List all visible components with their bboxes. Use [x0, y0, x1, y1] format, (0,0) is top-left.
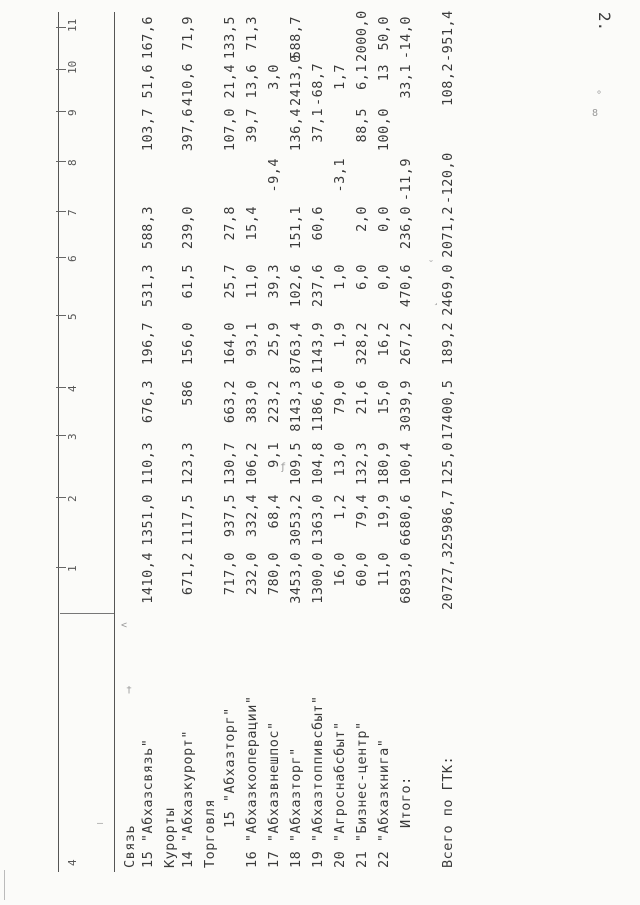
table-cell: 717,0 — [222, 552, 238, 596]
table-row — [376, 12, 398, 872]
table-cell: 100,4 — [398, 442, 414, 486]
table-cell: 104,8 — [310, 442, 326, 486]
table-cell: 397,6 — [180, 108, 196, 152]
table-cell: 410,6 — [180, 62, 196, 106]
table-cell: 267,2 — [398, 322, 414, 366]
pen-mark: † — [126, 685, 133, 696]
table-row — [266, 12, 288, 872]
column-tick — [56, 435, 66, 436]
table-cell: 0,0 — [376, 264, 392, 290]
table-cell: 13,0 — [332, 442, 348, 477]
column-number: 10 — [66, 60, 79, 74]
table-cell: 21,6 — [354, 380, 370, 415]
table-cell: 663,2 — [222, 380, 238, 424]
table-cell: 39,3 — [266, 264, 282, 299]
table-cell: 136,4 — [288, 108, 304, 152]
table-cell: 50,0 — [376, 16, 392, 51]
table-cell: 237,6 — [310, 264, 326, 308]
table-cell: 125,0 — [440, 442, 456, 486]
column-tick — [56, 567, 66, 568]
table-cell: -14,0 — [398, 16, 414, 60]
table-cell: 2413,0 — [288, 54, 304, 106]
table-cell: 1,2 — [332, 494, 348, 520]
table-cell: 15,4 — [244, 206, 260, 241]
table-row — [244, 12, 266, 872]
table-cell: 180,9 — [376, 442, 392, 486]
table-cell: 383,0 — [244, 380, 260, 424]
column-tick — [56, 257, 66, 258]
table-cell: 6893,0 — [398, 552, 414, 604]
table-cell: 60,0 — [354, 552, 370, 587]
table-cell: 39,7 — [244, 108, 260, 143]
column-number: 4 — [66, 385, 79, 392]
table-cell: 1351,0 — [140, 494, 156, 546]
table-cell: 470,6 — [398, 264, 414, 308]
table-cell: 79,0 — [332, 380, 348, 415]
table-cell: 27,8 — [222, 206, 238, 241]
table-row — [398, 12, 420, 872]
table-cell: 132,3 — [354, 442, 370, 486]
table-row — [222, 12, 244, 872]
table-cell: 25986,7 — [440, 489, 456, 550]
page-number: 2. — [594, 11, 614, 32]
table-cell: 6,1 — [354, 64, 370, 90]
table-cell: 156,0 — [180, 322, 196, 366]
table-row — [288, 12, 310, 872]
table-cell: 102,6 — [288, 264, 304, 308]
table-cell: 60,6 — [310, 206, 326, 241]
table-header-rule — [114, 12, 115, 872]
table-cell: 16,2 — [376, 322, 392, 357]
table-cell: 1363,0 — [310, 494, 326, 546]
table-row — [310, 12, 332, 872]
table-row — [332, 12, 354, 872]
row-label: 22 "Абхазкнига" — [376, 738, 392, 868]
table-cell: 1,0 — [332, 264, 348, 290]
column-number: 3 — [66, 433, 79, 440]
row-label: 18 "Абхазторг" — [288, 747, 304, 868]
table-cell: -9,4 — [266, 158, 282, 193]
column-number: 2 — [66, 495, 79, 502]
table-cell: 16,0 — [332, 552, 348, 587]
table-cell: 588,3 — [140, 206, 156, 250]
table-cell: 33,1 — [398, 64, 414, 99]
row-label: 15 "Абхазторг" — [222, 707, 238, 828]
pen-mark: – — [97, 818, 104, 829]
column-number: 1 — [66, 565, 79, 572]
column-tick — [56, 27, 66, 28]
table-cell: -3,1 — [332, 158, 348, 193]
table-cell: 2469,0 — [440, 264, 456, 316]
table-cell: 3453,0 — [288, 552, 304, 604]
row-label: Торговля — [202, 798, 218, 868]
table-row — [440, 12, 462, 872]
table-cell: 93,1 — [244, 322, 260, 357]
column-tick — [56, 315, 66, 316]
row-label: 20 "Агроснабсбыт" — [332, 721, 348, 868]
table-cell: 223,2 — [266, 380, 282, 424]
table-cell: 108,2 — [440, 62, 456, 106]
row-label: Курорты — [162, 807, 178, 868]
column-number: 11 — [66, 18, 79, 32]
table-cell: 11,0 — [376, 552, 392, 587]
column-tick — [56, 211, 66, 212]
table-cell: 151,1 — [288, 206, 304, 250]
table-cell: 11,0 — [244, 264, 260, 299]
table-cell: 676,3 — [140, 380, 156, 424]
table-cell: 1,7 — [332, 64, 348, 90]
table-cell: 133,5 — [222, 16, 238, 60]
table-cell: 6,0 — [354, 264, 370, 290]
table-cell: 196,7 — [140, 322, 156, 366]
table-cell: 110,3 — [140, 442, 156, 486]
table-cell: 103,7 — [140, 108, 156, 152]
table-cell: 588,7 — [288, 16, 304, 60]
table-cell: 3053,2 — [288, 494, 304, 546]
column-number: 7 — [66, 209, 79, 216]
column-number: 9 — [66, 109, 79, 116]
row-label: Связь — [122, 824, 138, 868]
table-cell: 164,0 — [222, 322, 238, 366]
row-label: 21 "Бизнес-центр" — [354, 721, 370, 868]
column-tick — [56, 387, 66, 388]
row-label: 16 "Абхазкооперации" — [244, 695, 260, 868]
column-tick — [56, 111, 66, 112]
column-divider — [60, 613, 114, 614]
table-row — [202, 12, 224, 872]
table-cell: 8143,3 — [288, 380, 304, 432]
table-cell: -120,0 — [440, 152, 456, 204]
column-number: 8 — [66, 159, 79, 166]
row-label: 19 "Абхазтоппивсбыт" — [310, 695, 326, 868]
table-cell: 189,2 — [440, 322, 456, 366]
table-cell: 19,9 — [376, 494, 392, 529]
table-cell: 61,5 — [180, 264, 196, 299]
row-label: 14 "Абхазкурорт" — [180, 729, 196, 868]
table-cell: 13,6 — [244, 64, 260, 99]
table-cell: 71,3 — [244, 16, 260, 51]
column-tick — [56, 69, 66, 70]
table-cell: 6680,6 — [398, 494, 414, 546]
table-cell: 20727,3 — [440, 549, 456, 610]
table-cell: 106,2 — [244, 442, 260, 486]
table-cell: 17400,5 — [440, 379, 456, 440]
table-cell: 1143,9 — [310, 322, 326, 374]
row-label: 17 "Абхазвнешпос" — [266, 721, 282, 868]
table-cell: 0,0 — [376, 206, 392, 232]
table-row — [420, 12, 442, 872]
table-cell: 2000,0 — [354, 10, 370, 62]
table-row — [354, 12, 376, 872]
table-cell: 167,6 — [140, 16, 156, 60]
table-cell: 130,7 — [222, 442, 238, 486]
table-cell: 68,4 — [266, 494, 282, 529]
table-row — [180, 12, 202, 872]
table-cell: 88,5 — [354, 108, 370, 143]
table-cell: 780,0 — [266, 552, 282, 596]
row-label: Всего по ГТК: — [440, 755, 456, 868]
table-cell: 107,0 — [222, 108, 238, 152]
column-tick — [56, 161, 66, 162]
table-cell: 3,0 — [266, 64, 282, 90]
table-cell: 100,0 — [376, 108, 392, 152]
column-number: 4 — [66, 859, 79, 866]
pen-mark: ° — [596, 90, 603, 101]
table-cell: 1186,6 — [310, 380, 326, 432]
table-cell: 232,0 — [244, 552, 260, 596]
table-cell: 8763,4 — [288, 322, 304, 374]
column-number: 5 — [66, 313, 79, 320]
table-cell: 2071,2 — [440, 206, 456, 258]
table-cell: 586 — [180, 380, 196, 406]
table-cell: 328,2 — [354, 322, 370, 366]
pen-mark: ƒ — [280, 462, 287, 473]
binding-edge — [4, 870, 5, 900]
pen-mark: 8 — [592, 108, 599, 119]
table-cell: 79,4 — [354, 494, 370, 529]
table-top-rule — [58, 12, 59, 872]
table-cell: 25,7 — [222, 264, 238, 299]
table-cell: -11,9 — [398, 158, 414, 202]
table-cell: 531,3 — [140, 264, 156, 308]
table-cell: 937,5 — [222, 494, 238, 538]
table-cell: 671,2 — [180, 552, 196, 596]
pen-mark: ˘ — [428, 260, 435, 271]
table-cell: 1,9 — [332, 322, 348, 348]
table-row — [140, 12, 162, 872]
table-cell: 37,1 — [310, 108, 326, 143]
table-cell: 15,0 — [376, 380, 392, 415]
table-cell: 3039,9 — [398, 380, 414, 432]
table-cell: 239,0 — [180, 206, 196, 250]
rotated-table — [52, 12, 602, 872]
table-cell: -68,7 — [310, 62, 326, 106]
pen-mark: < — [121, 620, 128, 631]
row-label: Итого: — [398, 776, 414, 828]
table-cell: 1300,0 — [310, 552, 326, 604]
table-cell: 109,5 — [288, 442, 304, 486]
table-cell: 123,3 — [180, 442, 196, 486]
table-cell: 236,0 — [398, 206, 414, 250]
row-label: 15 "Абхазсвязь" — [140, 738, 156, 868]
pen-mark: ¸ — [433, 295, 440, 306]
table-cell: 25,9 — [266, 322, 282, 357]
table-cell: 1410,4 — [140, 552, 156, 604]
table-cell: 51,6 — [140, 64, 156, 99]
table-cell: 9,1 — [266, 442, 282, 468]
table-cell: 2,0 — [354, 206, 370, 232]
table-cell: 332,4 — [244, 494, 260, 538]
table-cell: 13 — [376, 64, 392, 82]
table-cell: 71,9 — [180, 16, 196, 51]
table-cell: 21,4 — [222, 64, 238, 99]
table-cell: -951,4 — [440, 10, 456, 62]
column-number: 6 — [66, 255, 79, 262]
column-tick — [56, 497, 66, 498]
table-cell: 1117,5 — [180, 494, 196, 546]
